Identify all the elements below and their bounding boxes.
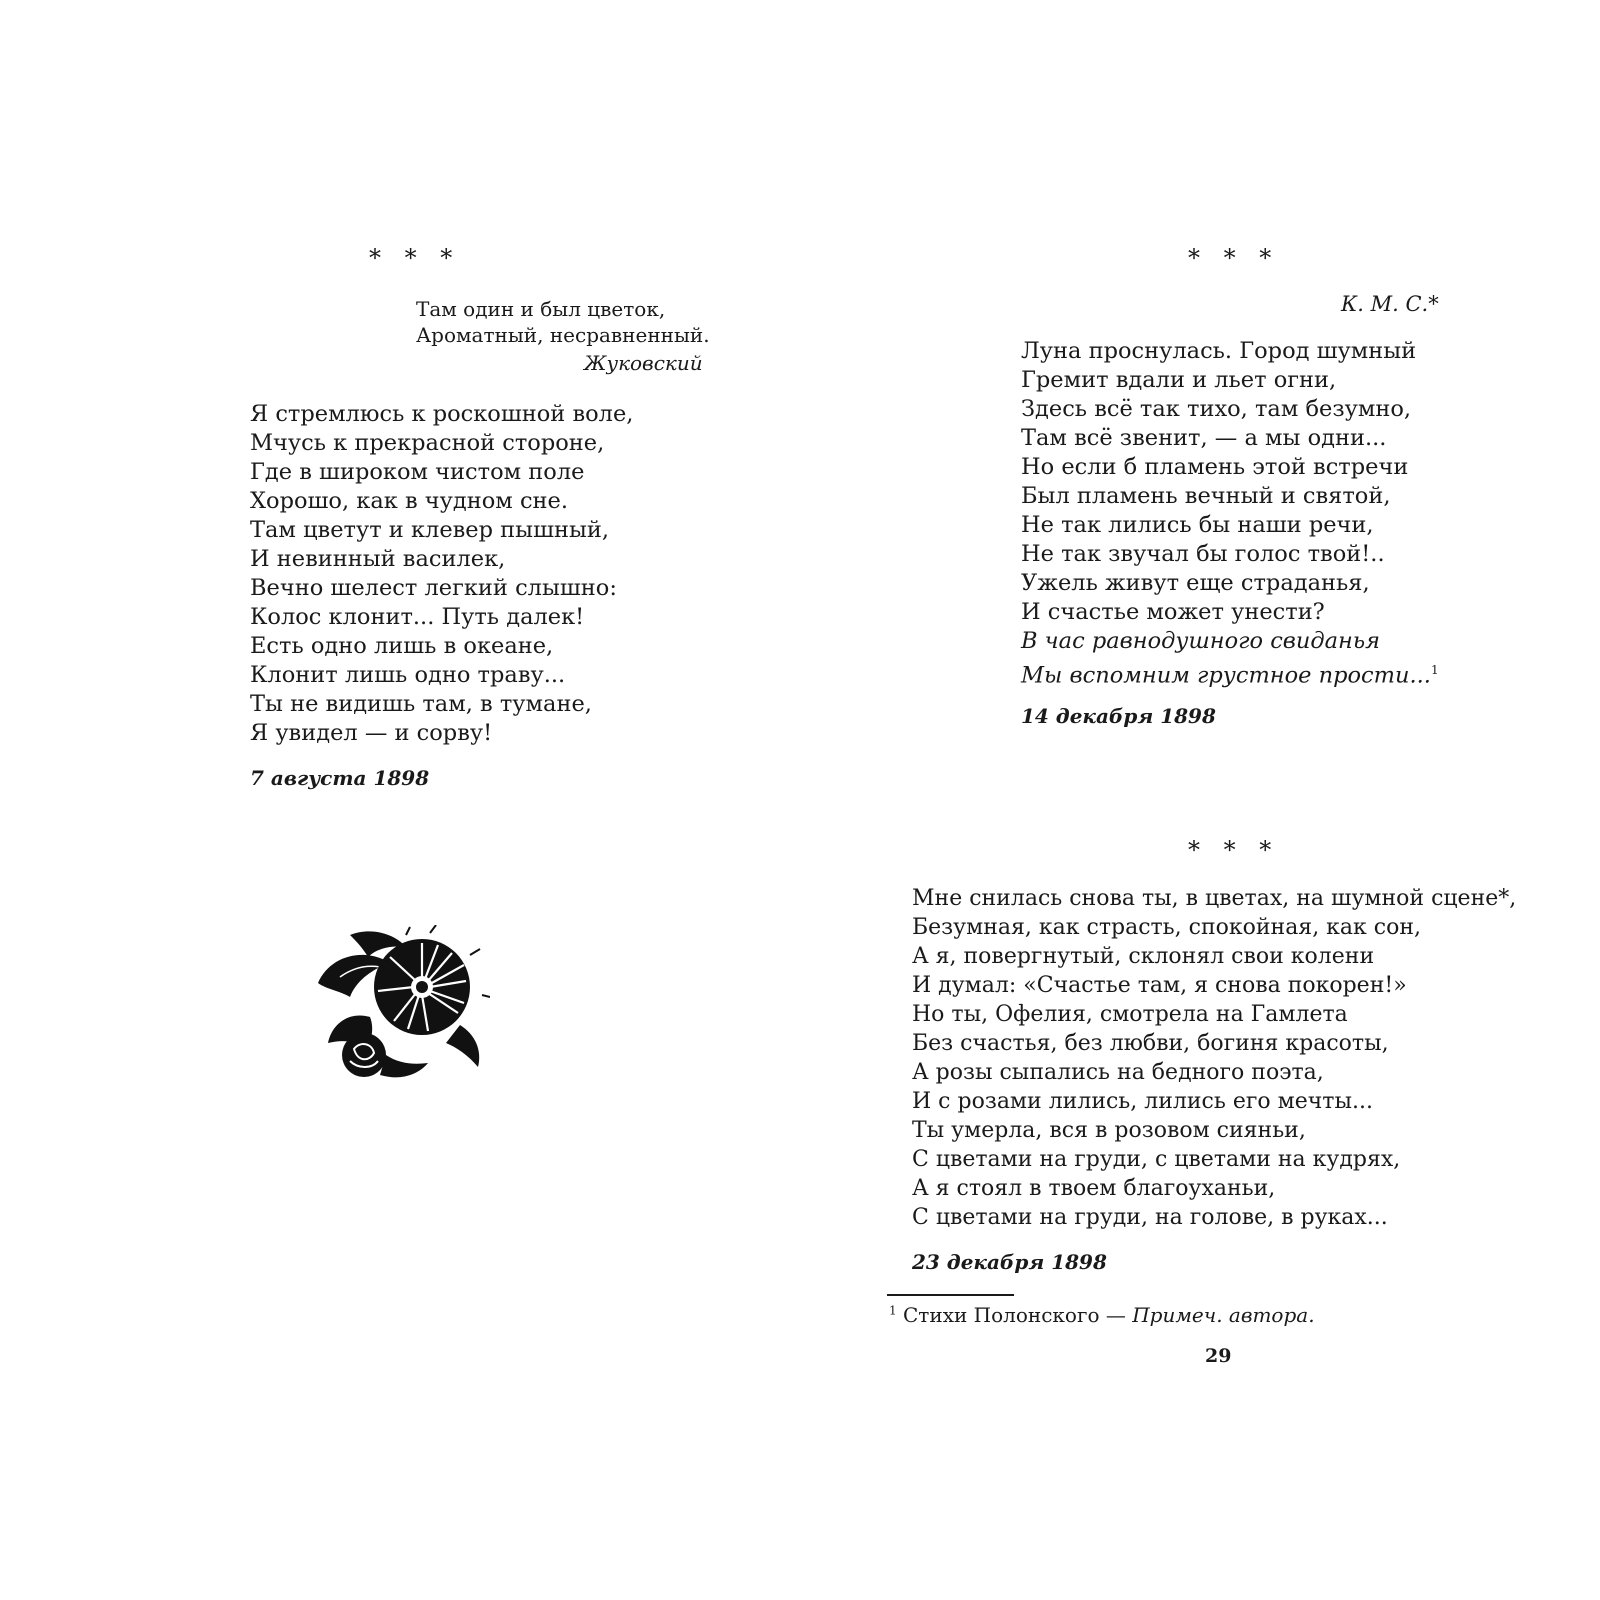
poem-line: Там всё звенит, — а мы одни... [1021, 425, 1387, 451]
poem-line: Не так лились бы наши речи, [1021, 512, 1374, 538]
epigraph-line: Ароматный, несравненный. [416, 323, 710, 347]
footnote-rule [887, 1294, 1014, 1296]
poem-line: И счастье может унести? [1021, 599, 1325, 625]
poem-line: Там цветут и клевер пышный, [250, 517, 610, 543]
poem-line: Есть одно лишь в океане, [250, 633, 554, 659]
poem-line: Но ты, Офелия, смотрела на Гамлета [912, 1002, 1348, 1027]
poem-line: И думал: «Счастье там, я снова покорен!» [912, 973, 1407, 998]
poem-line: Не так звучал бы голос твой!.. [1021, 541, 1385, 567]
poem-line: Колос клонит... Путь далек! [250, 604, 585, 630]
footnote-ref: 1 [1430, 663, 1439, 677]
poem-line: Клонит лишь одно траву... [250, 662, 566, 688]
flower-ornament-icon [310, 925, 490, 1085]
poem-line: А я, повергнутый, склонял свои колени [912, 944, 1375, 969]
section-divider-left: * * * [369, 244, 461, 272]
poem-line-italic [1021, 656, 1439, 691]
poem-line: Мне снилась снова ты, в цветах, на шумной сцене*, [912, 886, 1517, 911]
epigraph-author: Жуковский [584, 351, 703, 375]
poem-line: С цветами на груди, с цветами на кудрях, [912, 1147, 1401, 1172]
poem-line-italic: В час равнодушного свиданья [1021, 628, 1381, 654]
poem-line: Гремит вдали и льет огни, [1021, 367, 1337, 393]
poem-line: Мчусь к прекрасной стороне, [250, 430, 605, 456]
poem-line: С цветами на груди, на голове, в руках... [912, 1205, 1388, 1230]
poem-line: И невинный василек, [250, 546, 506, 572]
footnote-mark: 1 [889, 1303, 897, 1318]
page-number: 29 [1205, 1345, 1232, 1367]
poem-line: Я стремлюсь к роскошной воле, [250, 401, 634, 427]
section-divider-right-top: * * * [1188, 244, 1280, 272]
poem-line: Я увидел — и сорву! [250, 720, 493, 746]
epigraph-line: Там один и был цветок, [416, 297, 666, 321]
section-divider-right-bottom: * * * [1188, 836, 1280, 864]
poem-line: Хорошо, как в чудном сне. [250, 488, 569, 514]
poem-line: Безумная, как страсть, спокойная, как сон, [912, 915, 1422, 940]
dedication: К. М. С.* [1341, 292, 1439, 316]
poem-line: Был пламень вечный и святой, [1021, 483, 1391, 509]
poem-line: А розы сыпались на бедного поэта, [912, 1060, 1324, 1085]
poem-right-bottom [912, 884, 1516, 1232]
poem-line-text: Мы вспомним грустное прости... [1021, 662, 1431, 689]
footnote-text: Стихи Полонского — [903, 1303, 1133, 1327]
poem-date-right-top: 14 декабря 1898 [1021, 704, 1216, 728]
poem-line: И с розами лились, лились его мечты... [912, 1089, 1373, 1114]
poem-line: Ты умерла, вся в розовом сияньи, [912, 1118, 1306, 1143]
poem-line: А я стоял в твоем благоуханьи, [912, 1176, 1276, 1201]
poem-line: Ужель живут еще страданья, [1021, 570, 1370, 596]
footnote [889, 1303, 1315, 1327]
poem-line: Луна проснулась. Город шумный [1021, 338, 1417, 364]
poem-line: Ты не видишь там, в тумане, [250, 691, 592, 717]
poem-right-top [1021, 337, 1439, 691]
poem-line: Здесь всё так тихо, там безумно, [1021, 396, 1412, 422]
poem-left [250, 400, 633, 748]
epigraph [416, 296, 710, 348]
poem-date-left: 7 августа 1898 [250, 766, 430, 790]
poem-line: Без счастья, без любви, богиня красоты, [912, 1031, 1389, 1056]
poem-date-right-bottom: 23 декабря 1898 [912, 1250, 1107, 1274]
poem-line: Но если б пламень этой встречи [1021, 454, 1409, 480]
poem-line: Вечно шелест легкий слышно: [250, 575, 617, 601]
footnote-note: Примеч. автора. [1132, 1303, 1315, 1327]
poem-line: Где в широком чистом поле [250, 459, 585, 485]
